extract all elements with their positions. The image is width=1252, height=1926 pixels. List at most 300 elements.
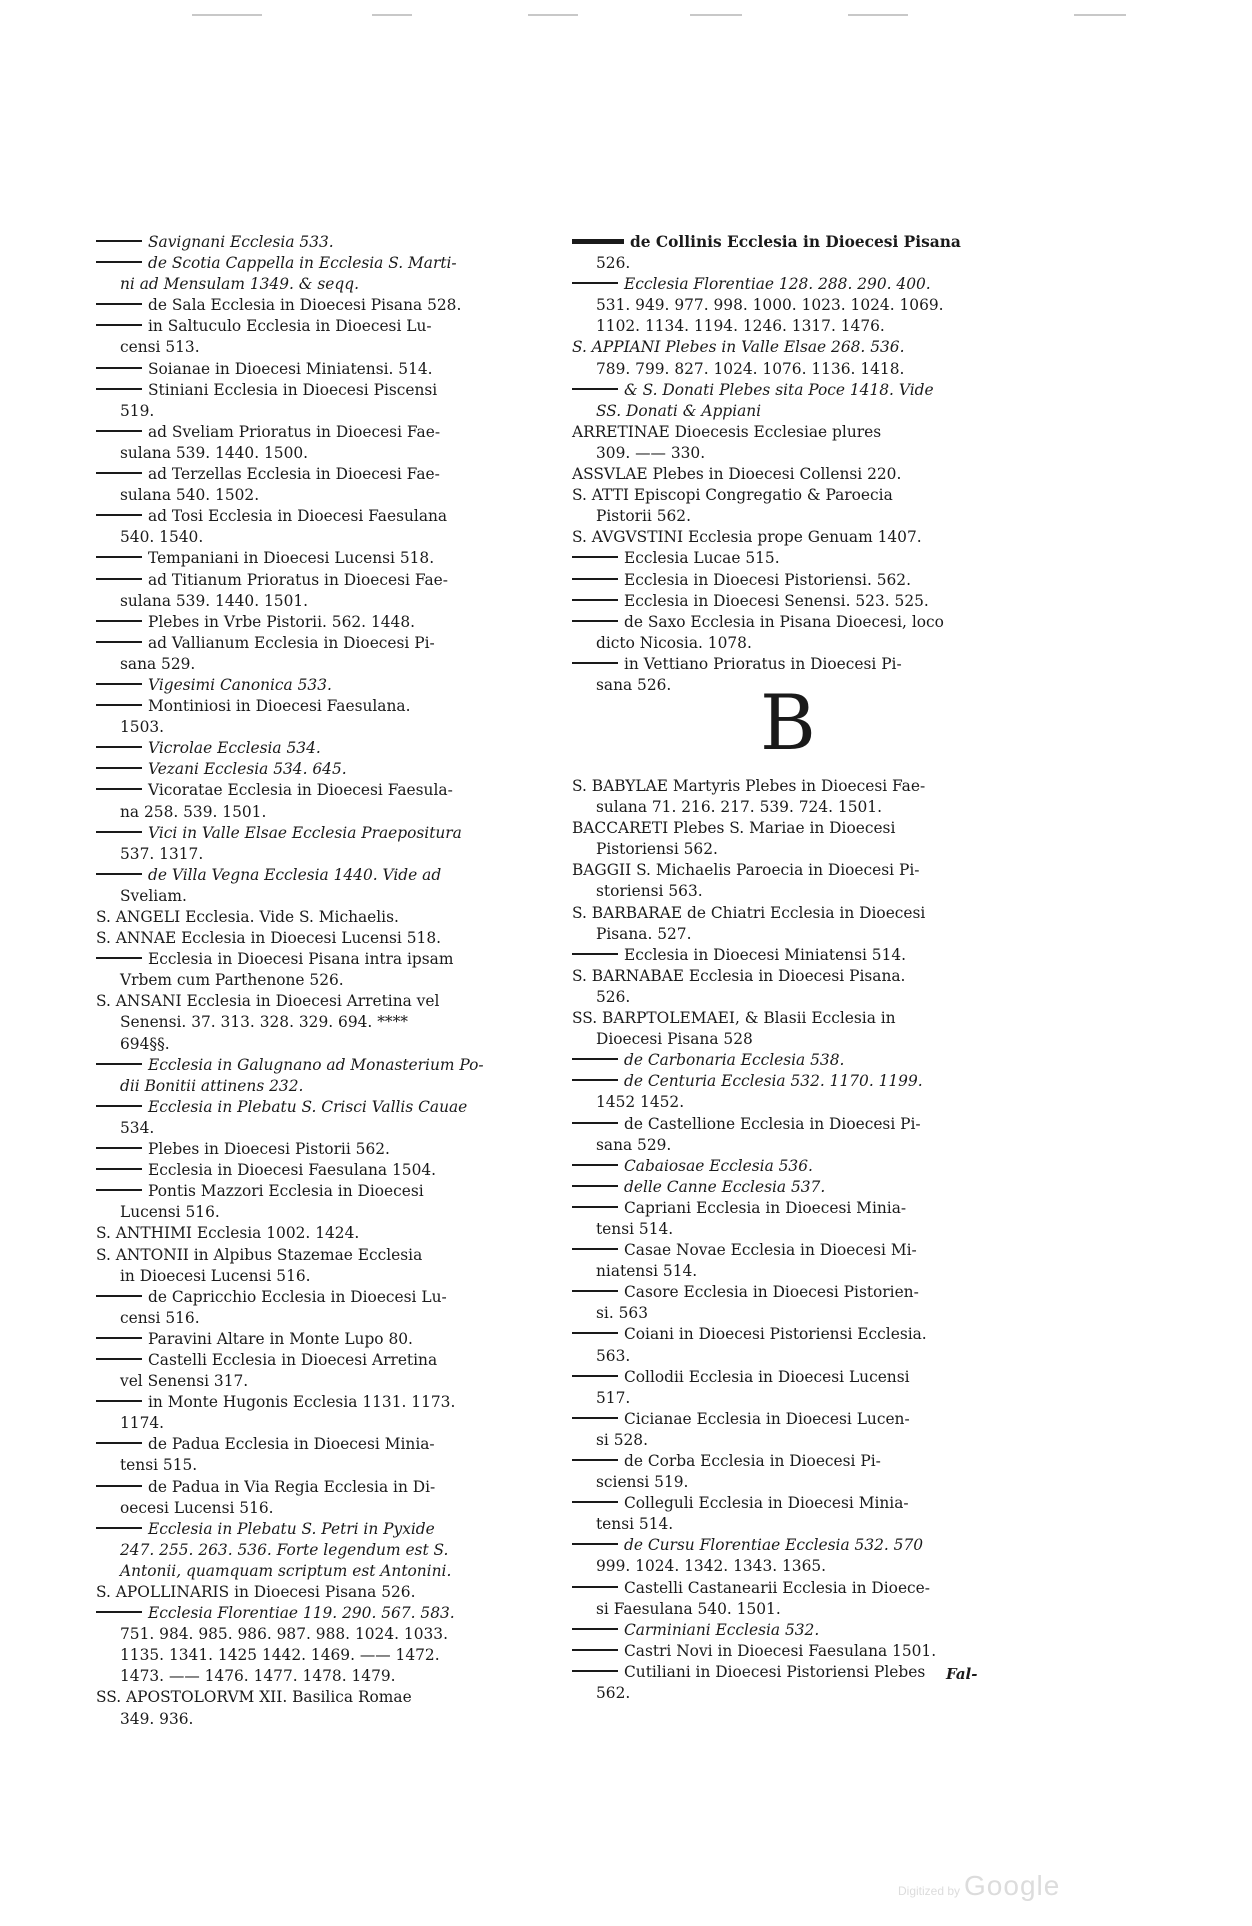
index-text: sulana 539. 1440. 1500.	[120, 443, 309, 462]
index-text: Dioecesi Pisana 528	[596, 1030, 753, 1049]
ditto-dash	[96, 303, 142, 305]
index-line	[96, 759, 526, 780]
index-line	[572, 1198, 1012, 1219]
index-text: Vigesimi Canonica 533.	[148, 675, 332, 694]
index-line	[96, 1181, 526, 1202]
index-line	[572, 881, 1012, 902]
index-line	[96, 1540, 526, 1561]
ditto-dash	[572, 1459, 618, 1461]
index-text: 526.	[596, 987, 631, 1006]
ditto-dash	[572, 1375, 618, 1377]
index-text: sulana 71. 216. 217. 539. 724. 1501.	[596, 798, 882, 817]
watermark	[898, 1870, 1060, 1902]
index-line	[96, 949, 526, 970]
index-text: SS. Donati & Appiani	[596, 401, 762, 420]
index-line	[572, 1240, 1012, 1261]
ditto-dash	[572, 1164, 618, 1166]
ditto-dash	[572, 282, 618, 284]
index-line	[96, 548, 526, 569]
index-text: de Sala Ecclesia in Dioecesi Pisana 528.	[148, 296, 462, 315]
index-line	[572, 1261, 1012, 1282]
ditto-dash	[96, 324, 142, 326]
index-line	[96, 991, 526, 1012]
index-line	[96, 232, 526, 253]
index-text: 999. 1024. 1342. 1343. 1365.	[596, 1557, 827, 1576]
index-line	[96, 380, 526, 401]
index-text: tensi 515.	[120, 1456, 198, 1475]
index-line	[572, 633, 1012, 654]
index-text: Coiani in Dioecesi Pistoriensi Ecclesia.	[624, 1325, 927, 1344]
ditto-dash	[572, 1543, 618, 1545]
index-text: Vrbem cum Parthenone 526.	[120, 971, 344, 990]
index-text: S. AVGVSTINI Ecclesia prope Genuam 1407.	[572, 528, 922, 547]
ditto-dash	[96, 367, 142, 369]
index-line	[572, 1177, 1012, 1198]
index-line	[96, 570, 526, 591]
index-text: in Vettiano Prioratus in Dioecesi Pi-	[624, 654, 902, 673]
index-line	[572, 654, 1012, 675]
index-text: ad Tosi Ecclesia in Dioecesi Faesulana	[148, 507, 448, 526]
index-line	[96, 1223, 526, 1244]
index-text: ni ad Mensulam 1349. & seqq.	[120, 275, 359, 294]
index-line	[96, 1498, 526, 1519]
index-line	[572, 987, 1012, 1008]
left-column	[96, 232, 526, 1730]
index-line	[572, 860, 1012, 881]
index-line	[572, 443, 1012, 464]
index-line	[572, 1641, 1012, 1662]
index-text: dicto Nicosia. 1078.	[596, 633, 752, 652]
index-line	[572, 1135, 1012, 1156]
index-line	[572, 776, 1012, 797]
index-text: Ecclesia in Dioecesi Senensi. 523. 525.	[624, 591, 929, 610]
index-line	[96, 1666, 526, 1687]
section-letter-b: B	[760, 678, 816, 767]
index-text: Paravini Altare in Monte Lupo 80.	[148, 1329, 413, 1348]
index-text: de Cursu Florentiae Ecclesia 532. 570	[624, 1536, 924, 1555]
watermark-small: Digitized by	[898, 1884, 961, 1898]
index-line	[96, 1266, 526, 1287]
index-line	[96, 591, 526, 612]
ditto-dash	[572, 599, 618, 601]
ditto-dash	[96, 1527, 142, 1529]
index-text: si. 563	[596, 1304, 648, 1323]
index-text: na 258. 539. 1501.	[120, 802, 267, 821]
index-line	[572, 506, 1012, 527]
right-column-top	[572, 232, 1012, 696]
ditto-dash	[96, 746, 142, 748]
index-text: dii Bonitii attinens 232.	[120, 1076, 304, 1095]
index-text: Vezani Ecclesia 534. 645.	[148, 760, 347, 779]
watermark-big: Google	[964, 1870, 1061, 1901]
ditto-dash	[572, 620, 618, 622]
index-line	[96, 1287, 526, 1308]
index-text: S. APPIANI Plebes in Valle Elsae 268. 536.	[572, 338, 905, 357]
index-text: Ecclesia in Dioecesi Pistoriensi. 562.	[624, 570, 911, 589]
index-line	[96, 675, 526, 696]
right-column-bottom	[572, 776, 1012, 1704]
index-text: Vicrolae Ecclesia 534.	[148, 739, 321, 758]
index-text: S. ANGELI Ecclesia. Vide S. Michaelis.	[96, 908, 399, 926]
ditto-dash	[96, 1442, 142, 1444]
catchword: Fal-	[946, 1665, 978, 1683]
ditto-dash	[572, 1206, 618, 1208]
index-line	[572, 1156, 1012, 1177]
index-text: Casae Novae Ecclesia in Dioecesi Mi-	[624, 1241, 917, 1260]
ditto-dash	[572, 1501, 618, 1503]
index-text: 1452 1452.	[596, 1093, 685, 1112]
index-line	[572, 1029, 1012, 1050]
index-text: de Collinis Ecclesia in Dioecesi Pisana	[630, 233, 961, 251]
index-text: de Padua in Via Regia Ecclesia in Di-	[148, 1477, 436, 1496]
index-text: 694§§.	[120, 1034, 170, 1053]
index-text: vel Senensi 317.	[120, 1372, 249, 1391]
index-text: censi 516.	[120, 1308, 200, 1327]
ditto-dash	[96, 1147, 142, 1149]
ditto-dash	[572, 556, 618, 558]
index-text: in Monte Hugonis Ecclesia 1131. 1173.	[148, 1393, 456, 1412]
index-text: 1102. 1134. 1194. 1246. 1317. 1476.	[596, 317, 885, 336]
ditto-dash	[572, 1332, 618, 1334]
index-text: Ecclesia Florentiae 119. 290. 567. 583.	[148, 1604, 455, 1623]
index-line	[96, 1076, 526, 1097]
index-text: si 528.	[596, 1430, 648, 1449]
index-line	[572, 1451, 1012, 1472]
ditto-dash	[96, 578, 142, 580]
index-line	[96, 1561, 526, 1582]
index-line	[572, 274, 1012, 295]
index-line	[572, 253, 1012, 274]
index-text: censi 513.	[120, 338, 200, 357]
index-line	[572, 527, 1012, 548]
index-text: tensi 514.	[596, 1219, 674, 1238]
index-line	[96, 274, 526, 295]
index-text: de Padua Ecclesia in Dioecesi Minia-	[148, 1435, 435, 1454]
index-line	[96, 1329, 526, 1350]
index-text: 789. 799. 827. 1024. 1076. 1136. 1418.	[596, 359, 905, 378]
index-line	[96, 1519, 526, 1540]
index-text: 562.	[596, 1684, 631, 1703]
index-text: Ecclesia Lucae 515.	[624, 549, 780, 568]
index-text: Antonii, quamquam scriptum est Antonini.	[120, 1561, 452, 1580]
index-text: Pistorii 562.	[596, 507, 691, 526]
index-text: ad Titianum Prioratus in Dioecesi Fae-	[148, 570, 448, 589]
index-text: Ecclesia in Plebatu S. Crisci Vallis Cauae	[148, 1097, 468, 1116]
index-text: Pistoriensi 562.	[596, 840, 718, 859]
index-line	[96, 907, 526, 928]
index-line	[96, 1477, 526, 1498]
index-line	[572, 1578, 1012, 1599]
index-text: in Saltuculo Ecclesia in Dioecesi Lu-	[148, 317, 432, 336]
index-text: de Carbonaria Ecclesia 538.	[624, 1051, 845, 1070]
index-line	[572, 1367, 1012, 1388]
index-line	[96, 485, 526, 506]
ditto-dash	[96, 788, 142, 790]
index-text: tensi 514.	[596, 1515, 674, 1534]
index-text: 537. 1317.	[120, 844, 204, 863]
index-line	[572, 591, 1012, 612]
index-line	[96, 802, 526, 823]
index-text: niatensi 514.	[596, 1262, 698, 1281]
index-text: de Castellione Ecclesia in Dioecesi Pi-	[624, 1114, 921, 1133]
index-text: Ecclesia in Dioecesi Pisana intra ipsam	[148, 950, 454, 969]
index-text: ASSVLAE Plebes in Dioecesi Collensi 220.	[572, 465, 902, 484]
index-text: Vicoratae Ecclesia in Dioecesi Faesula-	[148, 781, 453, 800]
index-text: ad Sveliam Prioratus in Dioecesi Fae-	[148, 422, 441, 441]
index-line	[96, 316, 526, 337]
index-line	[572, 612, 1012, 633]
index-line	[572, 1430, 1012, 1451]
index-line	[572, 1535, 1012, 1556]
index-text: S. APOLLINARIS in Dioecesi Pisana 526.	[96, 1583, 416, 1601]
index-line	[96, 1434, 526, 1455]
index-text: SS. BARPTOLEMAEI, & Blasii Ecclesia in	[572, 1009, 896, 1028]
ditto-dash	[572, 239, 624, 244]
ditto-dash	[572, 1079, 618, 1081]
ditto-dash	[96, 1611, 142, 1613]
index-line	[572, 797, 1012, 818]
index-line	[572, 401, 1012, 422]
index-line	[96, 823, 526, 844]
index-text: sulana 539. 1440. 1501.	[120, 591, 309, 610]
index-line	[96, 443, 526, 464]
ditto-dash	[572, 1417, 618, 1419]
ditto-dash	[572, 1122, 618, 1124]
ditto-dash	[572, 1290, 618, 1292]
index-line	[96, 1097, 526, 1118]
index-text: S. BABYLAE Martyris Plebes in Dioecesi Fae-	[572, 777, 926, 795]
index-line	[572, 1599, 1012, 1620]
index-line	[572, 464, 1012, 485]
index-line	[96, 1709, 526, 1730]
index-text: Pisana. 527.	[596, 924, 692, 943]
index-line	[572, 1114, 1012, 1135]
index-line	[96, 1139, 526, 1160]
index-text: delle Canne Ecclesia 537.	[624, 1177, 826, 1196]
index-line	[572, 1514, 1012, 1535]
index-text: 1135. 1341. 1425 1442. 1469. —— 1472.	[120, 1646, 440, 1665]
ditto-dash	[96, 620, 142, 622]
index-text: 1503.	[120, 718, 165, 737]
index-line	[96, 1245, 526, 1266]
index-line	[572, 1388, 1012, 1409]
index-text: Sveliam.	[120, 886, 187, 905]
index-text: sana 526.	[596, 675, 672, 694]
ditto-dash	[572, 1670, 618, 1672]
index-text: SS. APOSTOLORVM XII. Basilica Romae	[96, 1688, 412, 1707]
index-line	[96, 970, 526, 991]
index-line	[572, 380, 1012, 401]
index-line	[96, 844, 526, 865]
index-line	[572, 1071, 1012, 1092]
index-line	[96, 401, 526, 422]
index-text: ad Terzellas Ecclesia in Dioecesi Fae-	[148, 465, 440, 484]
index-line	[96, 612, 526, 633]
index-text: ad Vallianum Ecclesia in Dioecesi Pi-	[148, 633, 435, 652]
index-line	[96, 780, 526, 801]
index-line	[572, 903, 1012, 924]
index-text: 519.	[120, 401, 155, 420]
ditto-dash	[96, 556, 142, 558]
index-line	[572, 1409, 1012, 1430]
index-line	[96, 1687, 526, 1708]
index-text: Castri Novi in Dioecesi Faesulana 1501.	[624, 1641, 937, 1660]
ditto-dash	[96, 1485, 142, 1487]
index-line	[96, 1055, 526, 1076]
index-text: de Scotia Cappella in Ecclesia S. Marti-	[148, 254, 457, 273]
index-text: sciensi 519.	[596, 1473, 689, 1492]
index-text: 1473. —— 1476. 1477. 1478. 1479.	[120, 1667, 396, 1686]
index-line	[572, 1324, 1012, 1345]
index-line	[572, 422, 1012, 443]
index-line	[96, 506, 526, 527]
ditto-dash	[96, 1400, 142, 1402]
index-text: Pontis Mazzori Ecclesia in Dioecesi	[148, 1182, 424, 1201]
index-line	[572, 945, 1012, 966]
index-line	[572, 337, 1012, 358]
index-text: de Villa Vegna Ecclesia 1440. Vide ad	[148, 865, 442, 884]
index-text: si Faesulana 540. 1501.	[596, 1599, 781, 1618]
index-line	[96, 295, 526, 316]
index-line	[572, 359, 1012, 380]
ditto-dash	[572, 1628, 618, 1630]
ditto-dash	[96, 388, 142, 390]
index-text: S. BARBARAE de Chiatri Ecclesia in Dioecesi	[572, 903, 926, 922]
ditto-dash	[572, 1248, 618, 1250]
ditto-dash	[96, 1168, 142, 1170]
ditto-dash	[96, 704, 142, 706]
index-text: Plebes in Dioecesi Pistorii 562.	[148, 1140, 390, 1159]
index-text: in Dioecesi Lucensi 516.	[120, 1266, 311, 1285]
index-line	[96, 696, 526, 717]
index-line	[572, 1493, 1012, 1514]
index-line	[96, 1371, 526, 1392]
index-text: 534.	[120, 1118, 155, 1137]
index-line	[96, 1308, 526, 1329]
ditto-dash	[96, 1105, 142, 1107]
index-line	[96, 1455, 526, 1476]
ditto-dash	[96, 514, 142, 516]
index-text: 517.	[596, 1388, 631, 1407]
index-text: sana 529.	[120, 654, 196, 673]
ditto-dash	[572, 388, 618, 390]
ditto-dash	[96, 683, 142, 685]
ditto-dash	[96, 1337, 142, 1339]
index-line	[96, 1624, 526, 1645]
index-text: Collodii Ecclesia in Dioecesi Lucensi	[624, 1367, 910, 1386]
index-text: S. BARNABAE Ecclesia in Dioecesi Pisana.	[572, 966, 906, 985]
index-text: Savignani Ecclesia 533.	[148, 233, 334, 251]
index-line	[572, 1008, 1012, 1029]
index-text: de Centuria Ecclesia 532. 1170. 1199.	[624, 1072, 923, 1091]
index-text: S. ANTHIMI Ecclesia 1002. 1424.	[96, 1224, 360, 1243]
index-text: S. ANNAE Ecclesia in Dioecesi Lucensi 518.	[96, 929, 442, 948]
ditto-dash	[96, 261, 142, 263]
index-text: Montiniosi in Dioecesi Faesulana.	[148, 697, 411, 716]
index-line	[572, 1346, 1012, 1367]
ditto-dash	[96, 240, 142, 242]
index-line	[572, 1472, 1012, 1493]
index-line	[96, 1118, 526, 1139]
index-line	[96, 1034, 526, 1055]
index-text: Ecclesia in Dioecesi Faesulana 1504.	[148, 1161, 437, 1180]
ditto-dash	[572, 1058, 618, 1060]
index-text: BACCARETI Plebes S. Mariae in Dioecesi	[572, 819, 896, 838]
index-text: 309. —— 330.	[596, 443, 706, 462]
index-text: Cicianae Ecclesia in Dioecesi Lucen-	[624, 1409, 910, 1428]
index-line	[96, 886, 526, 907]
ditto-dash	[96, 1358, 142, 1360]
index-text: Capriani Ecclesia in Dioecesi Minia-	[624, 1198, 907, 1217]
ditto-dash	[96, 641, 142, 643]
ditto-dash	[572, 578, 618, 580]
index-line	[572, 570, 1012, 591]
index-line	[572, 548, 1012, 569]
index-line	[96, 253, 526, 274]
index-text: Carminiani Ecclesia 532.	[624, 1620, 820, 1639]
index-line	[96, 1603, 526, 1624]
index-text: & S. Donati Plebes sita Poce 1418. Vide	[624, 380, 934, 399]
index-line	[572, 966, 1012, 987]
ditto-dash	[96, 957, 142, 959]
index-line	[96, 464, 526, 485]
index-line	[572, 1556, 1012, 1577]
index-text: 563.	[596, 1346, 631, 1365]
index-line	[96, 1582, 526, 1603]
index-line	[572, 1282, 1012, 1303]
index-text: Cutiliani in Dioecesi Pistoriensi Plebes	[624, 1662, 926, 1681]
index-text: de Saxo Ecclesia in Pisana Dioecesi, loco	[624, 612, 944, 631]
index-text: Ecclesia in Plebatu S. Petri in Pyxide	[148, 1519, 435, 1538]
ditto-dash	[96, 767, 142, 769]
index-line	[96, 654, 526, 675]
index-text: S. ANTONII in Alpibus Stazemae Ecclesia	[96, 1245, 423, 1264]
index-text: sana 529.	[596, 1135, 672, 1154]
index-text: Plebes in Vrbe Pistorii. 562. 1448.	[148, 612, 416, 631]
index-line	[572, 839, 1012, 860]
index-line	[96, 1160, 526, 1181]
index-line	[96, 1645, 526, 1666]
index-text: S. ANSANI Ecclesia in Dioecesi Arretina vel	[96, 992, 440, 1011]
index-text: Stiniani Ecclesia in Dioecesi Piscensi	[148, 380, 438, 399]
index-text: sulana 540. 1502.	[120, 486, 260, 505]
ditto-dash	[96, 873, 142, 875]
index-text: 247. 255. 263. 536. Forte legendum est S.	[120, 1540, 449, 1559]
index-text: 349. 936.	[120, 1709, 194, 1728]
index-line	[96, 422, 526, 443]
index-line	[572, 1303, 1012, 1324]
index-text: Casore Ecclesia in Dioecesi Pistorien-	[624, 1283, 919, 1302]
index-text: Ecclesia in Galugnano ad Monasterium Po-	[148, 1055, 484, 1074]
ditto-dash	[96, 1295, 142, 1297]
index-text: Castelli Ecclesia in Dioecesi Arretina	[148, 1350, 438, 1369]
index-line	[572, 485, 1012, 506]
index-line	[572, 232, 1012, 253]
index-text: Cabaiosae Ecclesia 536.	[624, 1156, 813, 1175]
index-text: de Corba Ecclesia in Dioecesi Pi-	[624, 1452, 881, 1470]
index-text: 540. 1540.	[120, 528, 204, 547]
index-text: ARRETINAE Dioecesis Ecclesiae plures	[572, 422, 882, 441]
index-text: Tempaniani in Dioecesi Lucensi 518.	[148, 549, 435, 568]
index-text: S. ATTI Episcopi Congregatio & Paroecia	[572, 486, 893, 505]
ditto-dash	[96, 430, 142, 432]
index-text: Senensi. 37. 313. 328. 329. 694. ****	[120, 1013, 408, 1032]
index-line	[96, 633, 526, 654]
index-line	[572, 1050, 1012, 1071]
index-text: Vici in Valle Elsae Ecclesia Praepositura	[148, 823, 462, 842]
index-text: de Capricchio Ecclesia in Dioecesi Lu-	[148, 1287, 447, 1306]
index-line	[96, 738, 526, 759]
